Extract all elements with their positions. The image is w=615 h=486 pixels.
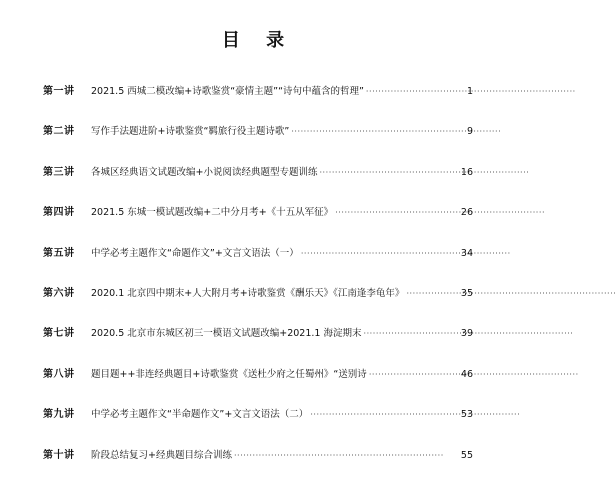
lecture-number: 第二讲 <box>43 126 75 138</box>
toc-entry <box>43 82 473 102</box>
page-number: 16 <box>460 166 473 178</box>
dot-leader <box>406 284 458 304</box>
page-number: 9 <box>466 126 473 138</box>
page-title: 目 录 <box>221 30 295 51</box>
toc-entry <box>43 203 473 223</box>
dot-leader <box>366 82 465 102</box>
dot-leader <box>369 365 459 385</box>
toc-entry <box>43 284 473 304</box>
dot-leader <box>234 446 459 466</box>
dot-leader <box>310 405 459 425</box>
entry-title: 中学必考主题作文“命题作文”+文言文语法（一） <box>91 247 299 259</box>
lecture-number: 第四讲 <box>43 207 75 219</box>
lecture-number: 第八讲 <box>43 368 75 380</box>
toc-entry <box>43 446 473 466</box>
toc-entry <box>43 163 473 183</box>
page-number: 26 <box>460 207 473 219</box>
entry-title: 写作手法题进阶+诗歌鉴赏“羁旅行役主题诗歌” <box>91 126 290 138</box>
toc-entry <box>43 122 473 142</box>
lecture-number: 第五讲 <box>43 247 75 259</box>
dot-leader <box>291 122 465 142</box>
toc-entry <box>43 244 473 264</box>
page-number: 35 <box>460 287 473 299</box>
entry-title: 2021.5 东城一模试题改编+二中分月考+《十五从军征》 <box>91 207 334 219</box>
page-number: 39 <box>460 328 473 340</box>
lecture-number: 第七讲 <box>43 328 75 340</box>
lecture-number: 第六讲 <box>43 287 75 299</box>
toc-entry <box>43 324 473 344</box>
dot-leader <box>319 163 458 183</box>
page-number: 34 <box>460 247 473 259</box>
page-number: 55 <box>460 449 473 461</box>
entry-title: 各城区经典语文试题改编+小说阅读经典题型专题训练 <box>91 166 318 178</box>
lecture-number: 第十讲 <box>43 449 75 461</box>
dot-leader <box>363 324 458 344</box>
toc-entry <box>43 405 473 425</box>
dot-leader <box>335 203 459 223</box>
lecture-number: 第一讲 <box>43 86 75 97</box>
lecture-number: 第三讲 <box>43 166 75 178</box>
lecture-number: 第九讲 <box>43 409 75 421</box>
toc-entry <box>43 365 473 385</box>
entry-title: 2021.5 西城二模改编+诗歌鉴赏“豪情主题”“诗句中蕴含的哲理” <box>91 86 364 97</box>
table-of-contents <box>43 82 473 486</box>
page-number: 53 <box>460 409 473 421</box>
entry-title: 中学必考主题作文“半命题作文”+文言文语法（二） <box>91 409 309 421</box>
entry-title: 题目题++非连经典题目+诗歌鉴赏《送杜少府之任蜀州》“送别诗 <box>91 368 367 380</box>
page-number: 1 <box>466 86 473 97</box>
entry-title: 阶段总结复习+经典题目综合训练 <box>91 449 232 461</box>
dot-leader <box>301 244 459 264</box>
entry-title: 2020.5 北京市东城区初三一模语文试题改编+2021.1 海淀期末 <box>91 328 362 340</box>
entry-title: 2020.1 北京四中期末+人大附月考+诗歌鉴赏《酬乐天》《江南逢李龟年》 <box>91 287 405 299</box>
page-number: 46 <box>460 368 473 380</box>
